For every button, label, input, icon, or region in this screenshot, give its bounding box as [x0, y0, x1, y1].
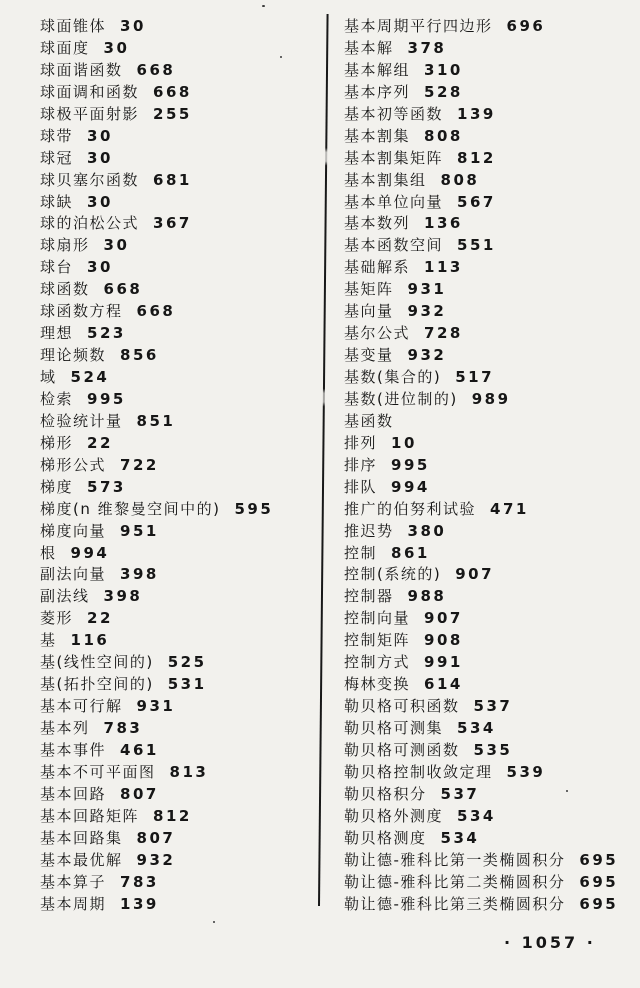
entry-page-number: 783	[120, 872, 159, 891]
scan-speck	[262, 5, 265, 7]
entry-page-number: 994	[391, 477, 430, 496]
entry-term: 球极平面射影	[40, 104, 140, 123]
index-entry	[344, 850, 634, 872]
entry-page-number: 573	[87, 477, 126, 496]
entry-term: 梯度	[40, 477, 74, 496]
entry-page-number: 113	[424, 258, 463, 277]
entry-term: 基础解系	[344, 258, 411, 277]
index-entry	[40, 301, 320, 323]
entry-term: 基本序列	[344, 82, 411, 101]
entry-term: 控制(系统的)	[344, 565, 442, 584]
entry-term: 基本周期	[40, 894, 107, 913]
entry-term: 勒贝格外测度	[344, 806, 444, 825]
entry-page-number: 595	[234, 499, 274, 518]
entry-term: 球的泊松公式	[40, 214, 140, 233]
index-entry	[344, 455, 634, 477]
entry-term: 根	[40, 543, 57, 562]
index-entry	[40, 630, 320, 652]
entry-term: 基本周期平行四边形	[344, 17, 493, 35]
entry-term: 勒贝格可测函数	[344, 740, 460, 759]
entry-page-number: 681	[153, 170, 192, 189]
entry-page-number: 30	[103, 38, 130, 57]
entry-page-number: 539	[506, 762, 546, 781]
entry-term: 检验统计量	[40, 411, 123, 430]
entry-term: 球缺	[40, 192, 74, 211]
entry-page-number: 808	[424, 126, 463, 145]
index-entry	[344, 367, 634, 389]
entry-page-number: 856	[120, 346, 159, 365]
index-entry	[40, 499, 320, 521]
page-number: · 1057 ·	[504, 933, 596, 952]
index-entry	[40, 213, 320, 235]
entry-term: 菱形	[40, 609, 74, 628]
index-entry	[40, 521, 320, 543]
entry-term: 基数(进位制的)	[344, 389, 458, 408]
entry-page-number: 807	[136, 828, 176, 847]
entry-page-number: 988	[407, 587, 447, 606]
entry-page-number: 30	[87, 192, 113, 211]
entry-page-number: 812	[153, 806, 192, 825]
entry-page-number: 525	[167, 653, 207, 672]
index-entry	[40, 170, 320, 192]
entry-page-number: 995	[87, 389, 126, 408]
entry-page-number: 380	[407, 521, 447, 540]
index-entry	[40, 16, 320, 38]
index-entry	[40, 82, 320, 104]
entry-term: 球扇形	[40, 236, 90, 255]
entry-page-number: 931	[407, 280, 447, 299]
entry-page-number: 534	[457, 806, 496, 825]
entry-term: 基本解	[344, 38, 394, 57]
index-entry	[344, 82, 634, 104]
entry-term: 球冠	[40, 148, 74, 167]
index-entry	[40, 872, 320, 894]
entry-term: 基函数	[344, 411, 394, 430]
entry-term: 基本割集	[344, 126, 411, 145]
entry-page-number: 139	[457, 104, 496, 123]
scan-speck	[213, 921, 215, 923]
index-entry	[344, 60, 634, 82]
entry-page-number: 534	[457, 719, 496, 737]
entry-page-number: 523	[87, 324, 126, 343]
entry-term: 基(线性空间的)	[40, 653, 154, 672]
entry-term: 球面度	[40, 38, 90, 57]
entry-term: 基本函数空间	[344, 236, 444, 255]
entry-page-number: 461	[120, 740, 159, 759]
entry-term: 基向量	[344, 302, 394, 321]
entry-term: 控制方式	[344, 653, 411, 672]
entry-page-number: 30	[87, 148, 113, 167]
entry-page-number: 367	[153, 214, 192, 233]
entry-term: 球面谐函数	[40, 60, 123, 79]
index-entry	[40, 148, 320, 170]
index-entry	[344, 213, 634, 235]
index-entry	[344, 279, 634, 301]
entry-page-number: 989	[471, 389, 511, 408]
entry-term: 控制	[344, 543, 378, 562]
entry-page-number: 783	[103, 719, 143, 737]
entry-term: 球台	[40, 258, 74, 277]
index-entry	[40, 389, 320, 411]
index-entry	[40, 894, 320, 916]
entry-term: 梅林变换	[344, 675, 411, 694]
entry-page-number: 398	[120, 565, 159, 584]
entry-page-number: 378	[407, 38, 447, 57]
index-entry	[344, 674, 634, 696]
entry-term: 基尔公式	[344, 324, 411, 343]
entry-term: 推迟势	[344, 521, 394, 540]
index-entry	[40, 806, 320, 828]
entry-page-number: 30	[87, 126, 113, 145]
entry-term: 基(拓扑空间的)	[40, 675, 154, 694]
entry-page-number: 471	[490, 499, 529, 518]
entry-page-number: 695	[579, 872, 619, 891]
entry-term: 基本单位向量	[344, 192, 444, 211]
entry-page-number: 398	[103, 587, 143, 606]
entry-page-number: 728	[424, 324, 463, 343]
entry-page-number: 668	[153, 82, 192, 101]
entry-page-number: 10	[391, 433, 417, 452]
entry-term: 球带	[40, 126, 74, 145]
index-entry	[40, 433, 320, 455]
index-entry	[40, 718, 320, 740]
entry-term: 勒贝格积分	[344, 784, 427, 803]
index-entry	[344, 499, 634, 521]
entry-term: 推广的伯努利试验	[344, 499, 477, 518]
entry-page-number: 668	[103, 280, 143, 299]
entry-page-number: 255	[153, 104, 192, 123]
index-entry	[344, 543, 634, 565]
entry-page-number: 695	[579, 894, 619, 913]
entry-term: 检索	[40, 389, 74, 408]
entry-page-number: 907	[455, 565, 495, 584]
index-entry	[344, 345, 634, 367]
left-column	[40, 16, 320, 915]
entry-term: 基本列	[40, 719, 90, 737]
index-entry	[344, 608, 634, 630]
entry-page-number: 537	[473, 697, 513, 716]
entry-term: 控制矩阵	[344, 631, 411, 650]
entry-term: 基本事件	[40, 740, 107, 759]
entry-page-number: 116	[70, 631, 110, 650]
entry-term: 梯形	[40, 433, 74, 452]
index-entry	[344, 696, 634, 718]
entry-page-number: 551	[457, 236, 496, 255]
index-entry	[40, 608, 320, 630]
entry-term: 排列	[344, 433, 378, 452]
index-entry	[40, 257, 320, 279]
entry-page-number: 807	[120, 784, 159, 803]
entry-page-number: 136	[424, 214, 463, 233]
entry-page-number: 22	[87, 433, 113, 452]
entry-page-number: 696	[506, 17, 546, 35]
entry-term: 球函数方程	[40, 302, 123, 321]
entry-page-number: 614	[424, 675, 463, 694]
entry-page-number: 537	[440, 784, 480, 803]
index-entry	[344, 104, 634, 126]
index-entry	[40, 784, 320, 806]
entry-term: 副法线	[40, 587, 90, 606]
entry-term: 基本算子	[40, 872, 107, 891]
index-entry	[344, 126, 634, 148]
index-entry	[40, 696, 320, 718]
entry-page-number: 524	[70, 368, 110, 386]
index-entry	[40, 762, 320, 784]
index-entry	[344, 38, 634, 60]
entry-term: 勒贝格可积函数	[344, 697, 460, 716]
index-entry	[40, 38, 320, 60]
index-entry	[344, 630, 634, 652]
entry-page-number: 517	[455, 368, 495, 386]
entry-term: 勒让德-雅科比第三类椭圆积分	[344, 894, 566, 913]
index-entry	[40, 586, 320, 608]
index-entry	[40, 477, 320, 499]
entry-term: 控制向量	[344, 609, 411, 628]
entry-term: 基本可行解	[40, 697, 123, 716]
entry-page-number: 932	[136, 850, 176, 869]
entry-term: 勒让德-雅科比第二类椭圆积分	[344, 872, 566, 891]
index-entry	[40, 411, 320, 433]
entry-term: 梯度向量	[40, 521, 107, 540]
index-entry	[344, 784, 634, 806]
entry-term: 基变量	[344, 346, 394, 365]
index-entry	[344, 872, 634, 894]
index-entry	[40, 345, 320, 367]
index-entry	[40, 323, 320, 345]
index-entry	[344, 477, 634, 499]
entry-term: 排序	[344, 455, 378, 474]
entry-term: 基本不可平面图	[40, 762, 156, 781]
index-entry	[40, 60, 320, 82]
right-column	[344, 16, 634, 915]
entry-page-number: 812	[457, 148, 496, 167]
index-entry	[40, 455, 320, 477]
entry-term: 理想	[40, 324, 74, 343]
entry-page-number: 30	[120, 17, 146, 35]
index-entry	[344, 192, 634, 214]
entry-page-number: 994	[70, 543, 110, 562]
index-entry	[40, 652, 320, 674]
index-entry	[40, 235, 320, 257]
index-entry	[344, 521, 634, 543]
entry-term: 基本回路	[40, 784, 107, 803]
entry-page-number: 30	[103, 236, 130, 255]
index-entry	[40, 564, 320, 586]
entry-term: 球面调和函数	[40, 82, 140, 101]
index-entry	[40, 192, 320, 214]
entry-page-number: 310	[424, 60, 463, 79]
index-entry	[344, 828, 634, 850]
entry-term: 基本最优解	[40, 850, 123, 869]
entry-term: 勒贝格控制收敛定理	[344, 762, 493, 781]
index-entry	[344, 235, 634, 257]
scan-speck	[280, 56, 282, 58]
index-entry	[40, 279, 320, 301]
entry-term: 基	[40, 631, 57, 650]
entry-page-number: 808	[440, 170, 480, 189]
index-entry	[344, 718, 634, 740]
index-entry	[40, 850, 320, 872]
entry-page-number: 535	[473, 740, 513, 759]
entry-term: 控制器	[344, 587, 394, 606]
index-entry	[344, 806, 634, 828]
entry-term: 勒贝格可测集	[344, 719, 444, 737]
entry-term: 理论频数	[40, 346, 107, 365]
entry-page-number: 907	[424, 609, 463, 628]
entry-term: 基本回路集	[40, 828, 123, 847]
index-entry	[344, 586, 634, 608]
entry-term: 基数(集合的)	[344, 368, 442, 386]
entry-term: 排队	[344, 477, 378, 496]
entry-page-number: 668	[136, 60, 176, 79]
entry-term: 基本初等函数	[344, 104, 444, 123]
index-entry	[40, 126, 320, 148]
entry-page-number: 908	[424, 631, 463, 650]
index-entry	[40, 674, 320, 696]
index-entry	[344, 564, 634, 586]
entry-term: 球面锥体	[40, 17, 107, 35]
entry-term: 球函数	[40, 280, 90, 299]
entry-term: 勒让德-雅科比第一类椭圆积分	[344, 850, 566, 869]
index-entry	[344, 652, 634, 674]
entry-page-number: 722	[120, 455, 159, 474]
index-entry	[344, 170, 634, 192]
entry-page-number: 695	[579, 850, 619, 869]
entry-page-number: 931	[136, 697, 176, 716]
entry-page-number: 30	[87, 258, 113, 277]
entry-term: 基本解组	[344, 60, 411, 79]
index-entry	[344, 257, 634, 279]
index-entry	[344, 148, 634, 170]
entry-term: 球贝塞尔函数	[40, 170, 140, 189]
entry-page-number: 932	[407, 346, 447, 365]
entry-term: 基本割集组	[344, 170, 427, 189]
entry-page-number: 991	[424, 653, 463, 672]
entry-page-number: 668	[136, 302, 176, 321]
index-entry	[344, 740, 634, 762]
entry-page-number: 951	[120, 521, 159, 540]
entry-term: 梯度(n 维黎曼空间中的)	[40, 499, 221, 518]
entry-term: 基本数列	[344, 214, 411, 233]
entry-page-number: 813	[169, 762, 209, 781]
entry-page-number: 995	[391, 455, 430, 474]
entry-term: 基本回路矩阵	[40, 806, 140, 825]
index-entry	[40, 104, 320, 126]
index-entry	[40, 828, 320, 850]
entry-page-number: 932	[407, 302, 447, 321]
entry-term: 基本割集矩阵	[344, 148, 444, 167]
index-entry	[344, 411, 634, 433]
entry-term: 域	[40, 368, 57, 386]
index-entry	[40, 367, 320, 389]
index-entry	[344, 16, 634, 38]
entry-page-number: 534	[440, 828, 480, 847]
entry-page-number: 139	[120, 894, 159, 913]
entry-term: 梯形公式	[40, 455, 107, 474]
entry-page-number: 567	[457, 192, 496, 211]
index-entry	[344, 433, 634, 455]
entry-page-number: 851	[136, 411, 176, 430]
scan-speck	[566, 790, 568, 792]
entry-term: 基矩阵	[344, 280, 394, 299]
index-entry	[40, 740, 320, 762]
index-entry	[344, 389, 634, 411]
index-entry	[344, 301, 634, 323]
entry-page-number: 861	[391, 543, 430, 562]
entry-term: 勒贝格测度	[344, 828, 427, 847]
index-entry	[344, 323, 634, 345]
entry-page-number: 531	[167, 675, 207, 694]
index-entry	[40, 543, 320, 565]
entry-page-number: 528	[424, 82, 463, 101]
index-entry	[344, 762, 634, 784]
index-entry	[344, 894, 634, 916]
entry-term: 副法向量	[40, 565, 107, 584]
entry-page-number: 22	[87, 609, 113, 628]
